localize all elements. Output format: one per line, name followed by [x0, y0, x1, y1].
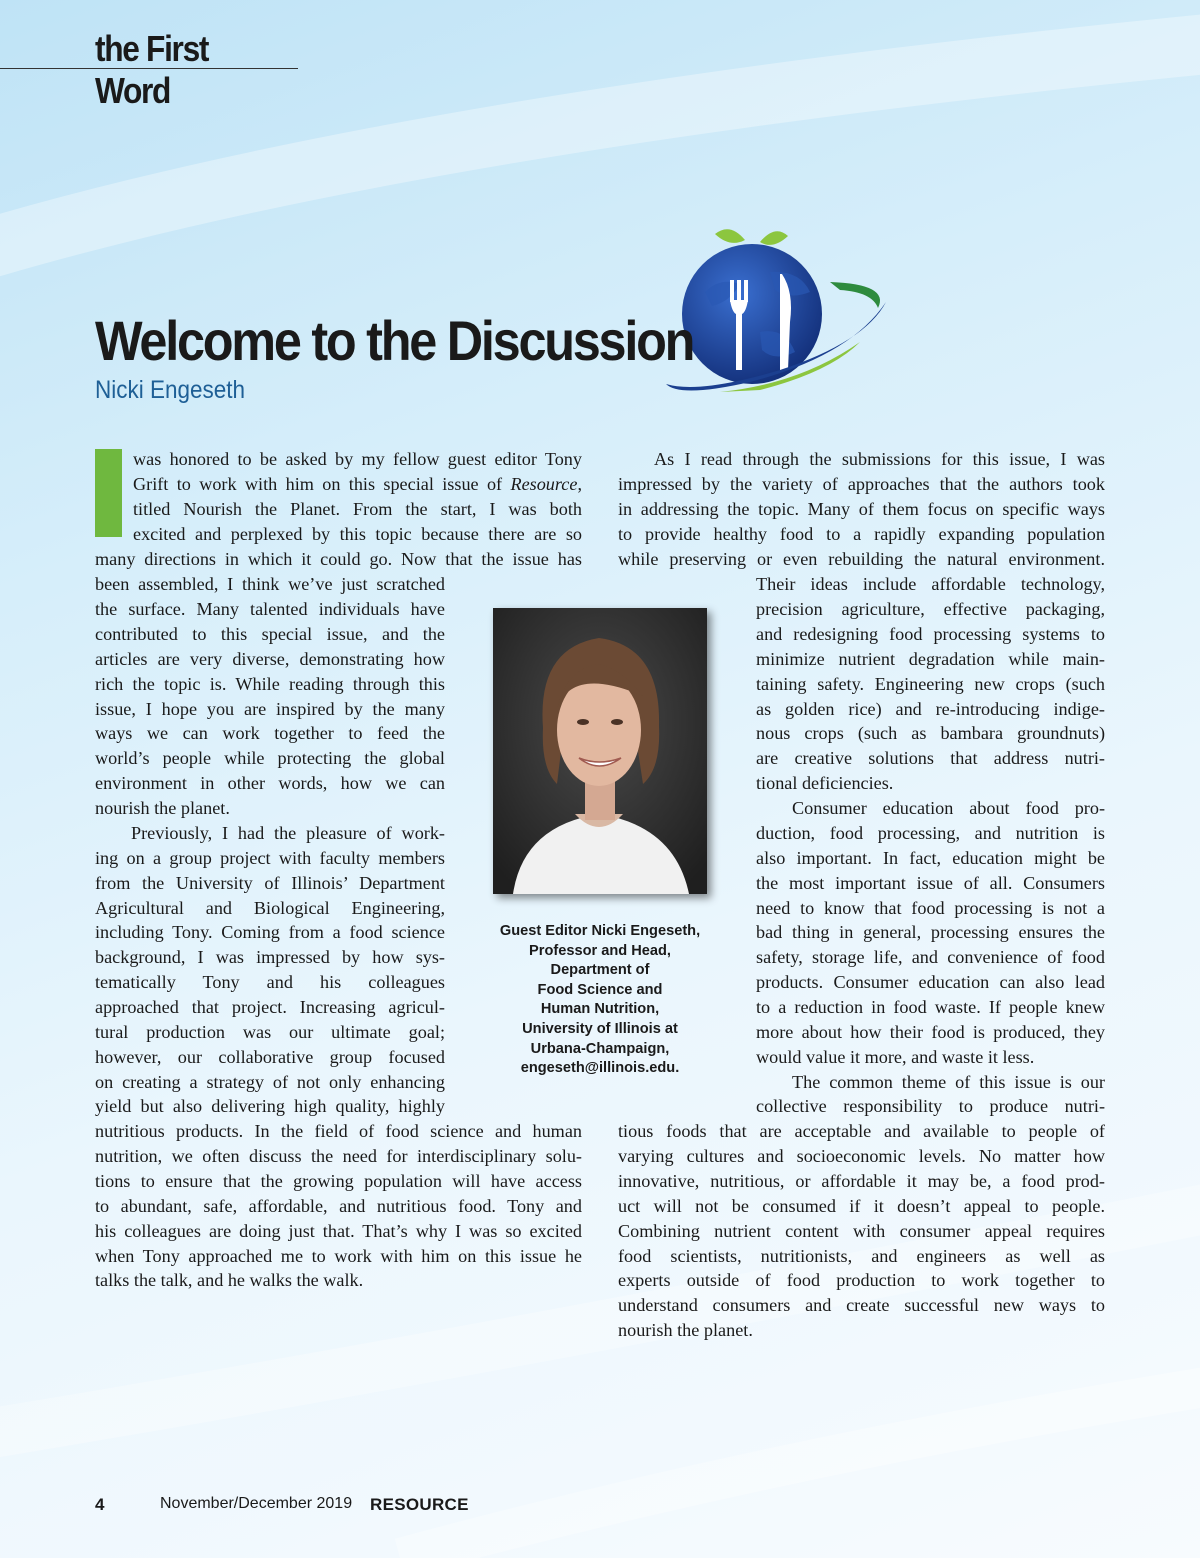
body-line: many directions in which it could go. Now that the issue has [95, 549, 582, 569]
body-line: taining safety. Engineering new crops (such [756, 674, 1105, 694]
article-author: Nicki Engeseth [95, 376, 246, 404]
caption-line: engeseth@illinois.edu. [520, 1060, 680, 1077]
body-line: Previously, I had the pleasure of work- [131, 823, 445, 843]
photo-caption [480, 922, 720, 1079]
caption-line: Food Science and [537, 981, 663, 998]
body-line: nutrition, we often discuss the need for interdisciplinary solu- [95, 1146, 582, 1166]
body-line: when Tony approached me to work with him on this issue he [95, 1246, 582, 1266]
body-line: uct will not be consumed if it doesn’t appeal to people. [618, 1196, 1105, 1216]
caption-line: Human Nutrition, [540, 1001, 660, 1018]
body-line: tural production was our ultimate goal; [95, 1022, 445, 1042]
editor-photo [493, 608, 707, 894]
body-line: in addressing the topic. Many of them focus on specific ways [618, 499, 1105, 519]
body-line: background, I was impressed by how sys- [95, 947, 445, 967]
body-line: also important. In fact, education might be [756, 848, 1105, 868]
body-line: impressed by the variety of approaches that the authors took [618, 474, 1105, 494]
body-line: Their ideas include affordable technology, [756, 574, 1105, 594]
body-line: ing on a group project with faculty members [95, 848, 445, 868]
body-line: however, our collaborative group focused [95, 1047, 445, 1067]
article-title: Welcome to the Discussion [95, 309, 694, 372]
body-line: tious foods that are acceptable and available to people of [618, 1121, 1105, 1141]
body-line: products. Consumer education can also lead [756, 972, 1105, 992]
body-line: experts outside of food production to work together to [618, 1270, 1105, 1290]
body-line: Combining nutrient content with consumer appeal requires [618, 1221, 1105, 1241]
body-line: the surface. Many talented individuals have [95, 599, 445, 619]
body-line: precision agriculture, effective packaging, [756, 599, 1105, 619]
body-line: collective responsibility to produce nutri- [756, 1096, 1105, 1116]
body-line: issue, I hope you are inspired by the many [95, 699, 445, 719]
body-line: to abundant, safe, affordable, and nutritious food. Tony and [95, 1196, 582, 1216]
body-line: to a reduction in food waste. If people knew [756, 997, 1105, 1017]
body-line: varying cultures and socioeconomic levels. No matter how [618, 1146, 1105, 1166]
body-line: understand consumers and create successful new ways to [618, 1295, 1105, 1315]
body-line: need to know that food processing is not a [756, 898, 1105, 918]
caption-line: Urbana-Champaign, [530, 1040, 670, 1057]
section-label-text: the First Word [95, 28, 209, 111]
body-line: been assembled, I think we’ve just scratched [95, 574, 445, 594]
body-line: tional deficiencies. [756, 773, 894, 793]
body-line: innovative, nutritious, or affordable it may be, a food prod- [618, 1171, 1105, 1191]
portrait-image [493, 608, 707, 894]
body-line: contributed to this special issue, and the [95, 624, 445, 644]
caption-line: Guest Editor Nicki Engeseth, [499, 923, 701, 939]
body-line: the most important issue of all. Consumers [756, 873, 1105, 893]
body-line: articles are very diverse, demonstrating how [95, 649, 445, 669]
body-line: The common theme of this issue is our [792, 1072, 1105, 1092]
body-line: nous crops (such as bambara groundnuts) [756, 723, 1105, 743]
body-line: tions to ensure that the growing population will have access [95, 1171, 582, 1191]
body-line: world’s people while protecting the global [95, 748, 445, 768]
body-line: on creating a strategy of not only enhancing [95, 1072, 445, 1092]
caption-line: University of Illinois at [522, 1020, 678, 1037]
body-line: his colleagues are doing just that. That’s why I was so excited [95, 1221, 582, 1241]
body-line: Agricultural and Biological Engineering, [95, 898, 445, 918]
body-line: Grift to work with him on this special issue of Resource, [133, 474, 582, 494]
body-line: nourish the planet. [618, 1320, 753, 1340]
body-line: yield but also delivering high quality, highly [95, 1096, 445, 1116]
body-line: while preserving or even rebuilding the natural environment. [618, 549, 1105, 569]
page-number: 4 [95, 1495, 105, 1514]
body-line: approached that project. Increasing agricul- [95, 997, 445, 1017]
body-line: Consumer education about food pro- [792, 798, 1105, 818]
drop-cap [95, 449, 122, 537]
body-line: and redesigning food processing systems to [756, 624, 1105, 644]
body-line: As I read through the submissions for this issue, I was [654, 449, 1105, 469]
body-line: nourish the planet. [95, 798, 230, 818]
body-line: minimize nutrient degradation while main- [756, 649, 1105, 669]
body-line: duction, food processing, and nutrition is [756, 823, 1105, 843]
body-line: excited and perplexed by this topic because there are so [133, 524, 582, 544]
body-line: from the University of Illinois’ Department [95, 873, 445, 893]
body-line: would value it more, and waste it less. [756, 1047, 1035, 1067]
body-line: was honored to be asked by my fellow guest editor Tony [133, 449, 582, 469]
issue-date: November/December 2019 [160, 1495, 353, 1512]
body-line: including Tony. Coming from a food science [95, 922, 445, 942]
body-line: bad thing in general, processing ensures the [756, 922, 1105, 942]
magazine-name: RESOURCE [370, 1495, 469, 1514]
body-line: rich the topic is. While reading through this [95, 674, 445, 694]
caption-line: Professor and Head, [529, 942, 671, 959]
body-line: as golden rice) and re-introducing indige- [756, 699, 1105, 719]
body-line: are creative solutions that address nutri- [756, 748, 1105, 768]
body-line: more about how their food is produced, they [756, 1022, 1105, 1042]
body-line: environment in other words, how we can [95, 773, 445, 793]
body-line: tematically Tony and his colleagues [95, 972, 445, 992]
body-line: ways we can work together to feed the [95, 723, 445, 743]
globe-fork-knife-icon [660, 222, 890, 402]
body-line: to provide healthy food to a rapidly expanding population [618, 524, 1105, 544]
caption-line: Department of [550, 962, 650, 979]
body-line: talks the talk, and he walks the walk. [95, 1270, 364, 1290]
body-line: titled Nourish the Planet. From the start, I was both [133, 499, 582, 519]
body-line: nutritious products. In the field of food science and human [95, 1121, 582, 1141]
body-line: food scientists, nutritionists, and engineers as well as [618, 1246, 1105, 1266]
section-label [0, 28, 298, 111]
body-line: safety, storage life, and convenience of food [756, 947, 1105, 967]
